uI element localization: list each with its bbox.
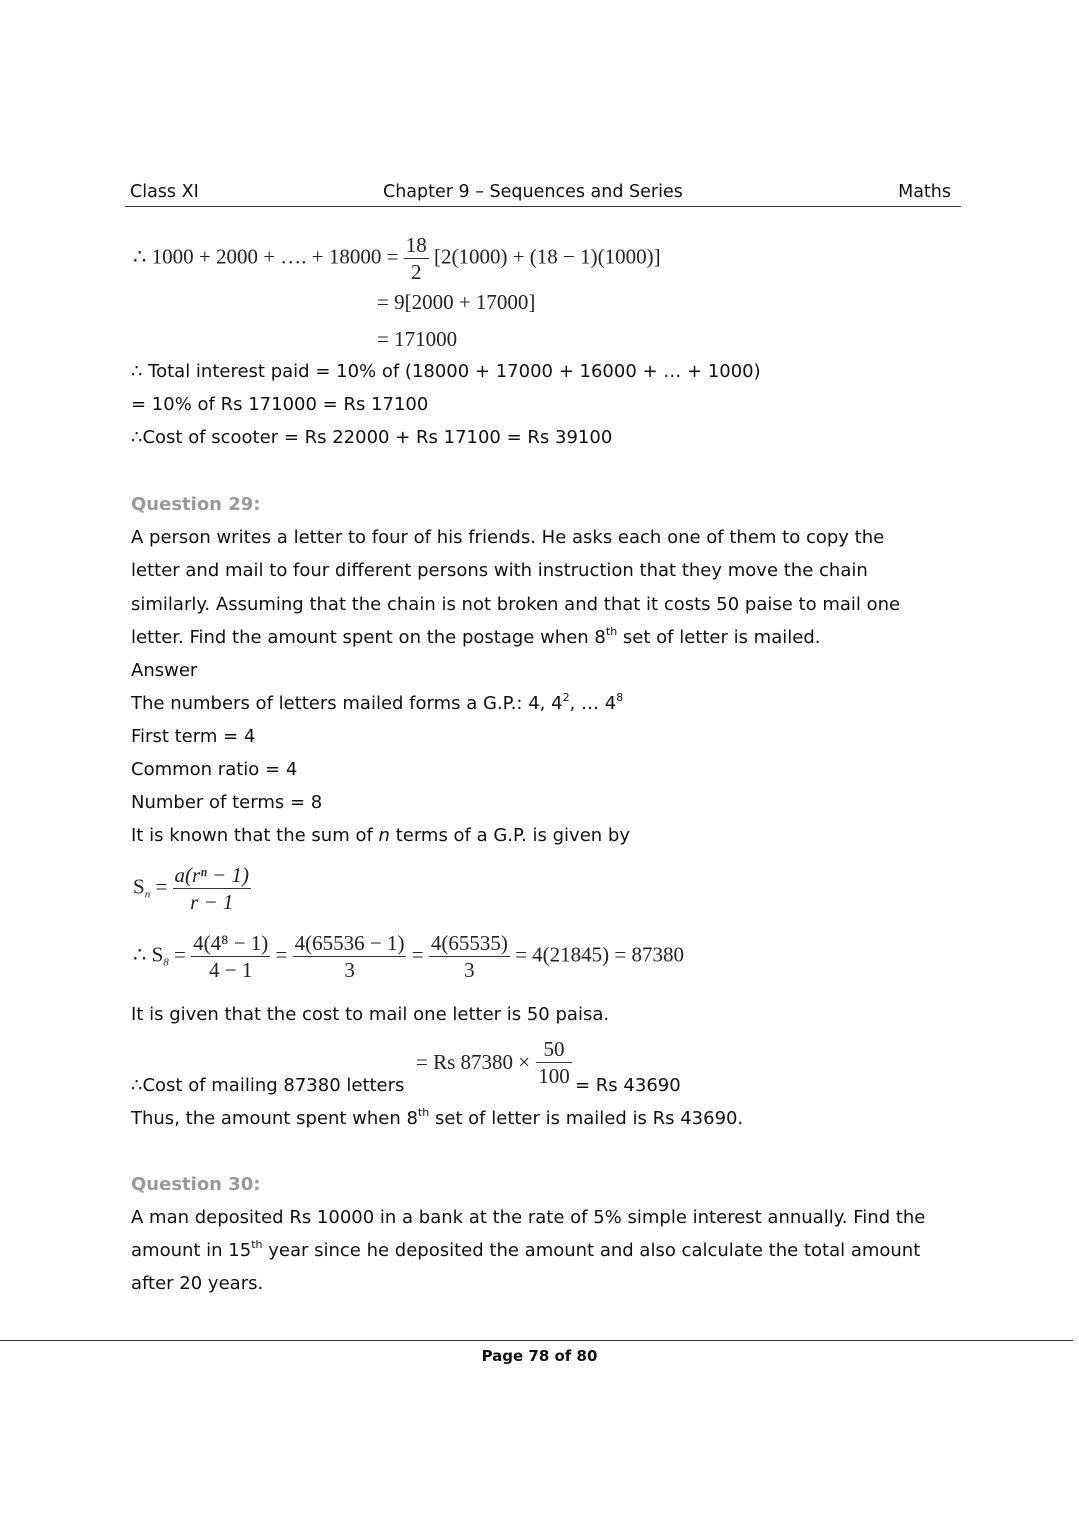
fraction-den: 3 [344,958,355,982]
equation-rhs: [2(1000) + (18 − 1)(1000)] [433,244,661,269]
text: The numbers of letters mailed forms a G.P.: 4, 4 [131,693,563,714]
cost-fraction [536,1036,572,1089]
formula-lhs: S [133,874,145,899]
fraction-den: 100 [538,1064,570,1088]
s8-computation [133,930,684,983]
fraction-num: 18 [405,233,427,257]
equation-step-3: = 171000 [377,327,458,351]
scooter-cost-line: ∴Cost of scooter = Rs 22000 + Rs 17100 = Rs 39100 [131,427,613,448]
equation-sum [133,232,661,285]
answer-label: Answer [131,660,198,681]
question-29-heading: Question 29: [131,494,261,515]
text: It is known that the sum of [131,825,379,846]
fraction-num: 4(65536 − 1) [294,931,405,955]
footer-divider [0,1340,1073,1341]
equals-sign: = [411,942,424,967]
fraction-num: 4(65535) [430,931,508,955]
fraction-den: r − 1 [190,890,234,914]
fraction-num: a(rⁿ − 1) [174,863,249,887]
text: Thus, the amount spent when 8 [131,1108,418,1129]
question-29-text-3: similarly. Assuming that the chain is not broken and that it costs 50 paise to mail one [131,594,901,615]
total-interest-line: ∴ Total interest paid = 10% of (18000 + 17000 + 16000 + … + 1000) [131,361,761,382]
equation-lhs: ∴ 1000 + 2000 + …. + 18000 = [133,244,399,269]
cost-given-line: It is given that the cost to mail one letter is 50 paisa. [131,1004,610,1025]
question-29-text-1: A person writes a letter to four of his friends. He asks each one of them to copy the [131,527,885,548]
fraction [404,232,429,285]
fraction [173,862,251,915]
header-chapter: Chapter 9 – Sequences and Series [383,182,683,202]
question-30-heading: Question 30: [131,1174,261,1195]
fraction-den: 3 [464,958,475,982]
fraction-num: 4(4⁸ − 1) [193,931,269,955]
question-30-text-1: A man deposited Rs 10000 in a bank at the rate of 5% simple interest annually. Find the [131,1207,926,1228]
cost-result: = Rs 43690 [575,1075,681,1096]
formula-lhs: ∴ S [133,942,164,967]
fraction-2 [293,930,407,983]
question-29-text-4 [131,627,820,649]
header-subject: Maths [898,182,951,202]
text: set of letter is mailed is Rs 43690. [429,1108,744,1129]
equals-sign: = [155,874,168,899]
equals-sign: = [275,942,288,967]
text: letter. Find the amount spent on the postage when 8 [131,627,606,648]
superscript: th [605,625,618,638]
question-30-text-2 [131,1240,920,1262]
first-term-line: First term = 4 [131,726,256,747]
cost-label: ∴Cost of mailing 87380 letters [131,1075,405,1096]
superscript: 8 [616,691,624,704]
question-30-text-3: after 20 years. [131,1273,264,1294]
subscript: n [144,888,151,901]
question-29-text-2: letter and mail to four different persons with instruction that they move the chain [131,560,868,581]
text: terms of a G.P. is given by [389,825,630,846]
text: , … 4 [569,693,617,714]
page-header [125,180,961,207]
number-of-terms-line: Number of terms = 8 [131,792,323,813]
subscript: 8 [163,956,169,969]
fraction-den: 2 [410,260,422,284]
fraction-den: 4 − 1 [209,958,253,982]
superscript: 2 [562,691,570,704]
gp-sum-formula [133,862,251,915]
common-ratio-line: Common ratio = 4 [131,759,298,780]
equals-sign: = [174,942,186,967]
result: = 4(21845) = 87380 [515,942,685,967]
italic-n: n [378,825,390,846]
page-number: Page 78 of 80 [481,1347,598,1365]
interest-value-line: = 10% of Rs 171000 = Rs 17100 [131,394,429,415]
text: year since he deposited the amount and also calculate the total amount [262,1240,921,1261]
conclusion-line [131,1108,743,1130]
fraction-num: 50 [536,1036,572,1063]
gp-line [131,693,623,715]
fraction-3 [429,930,510,983]
text: amount in 15 [131,1240,252,1261]
cost-expression: = Rs 87380 × [416,1050,531,1074]
equation-step-2: = 9[2000 + 17000] [377,290,536,314]
fraction-1 [191,930,270,983]
gp-sum-intro-line [131,825,630,847]
text: set of letter is mailed. [617,627,821,648]
header-class: Class XI [130,182,199,202]
superscript: th [251,1238,263,1251]
superscript: th [417,1106,430,1119]
